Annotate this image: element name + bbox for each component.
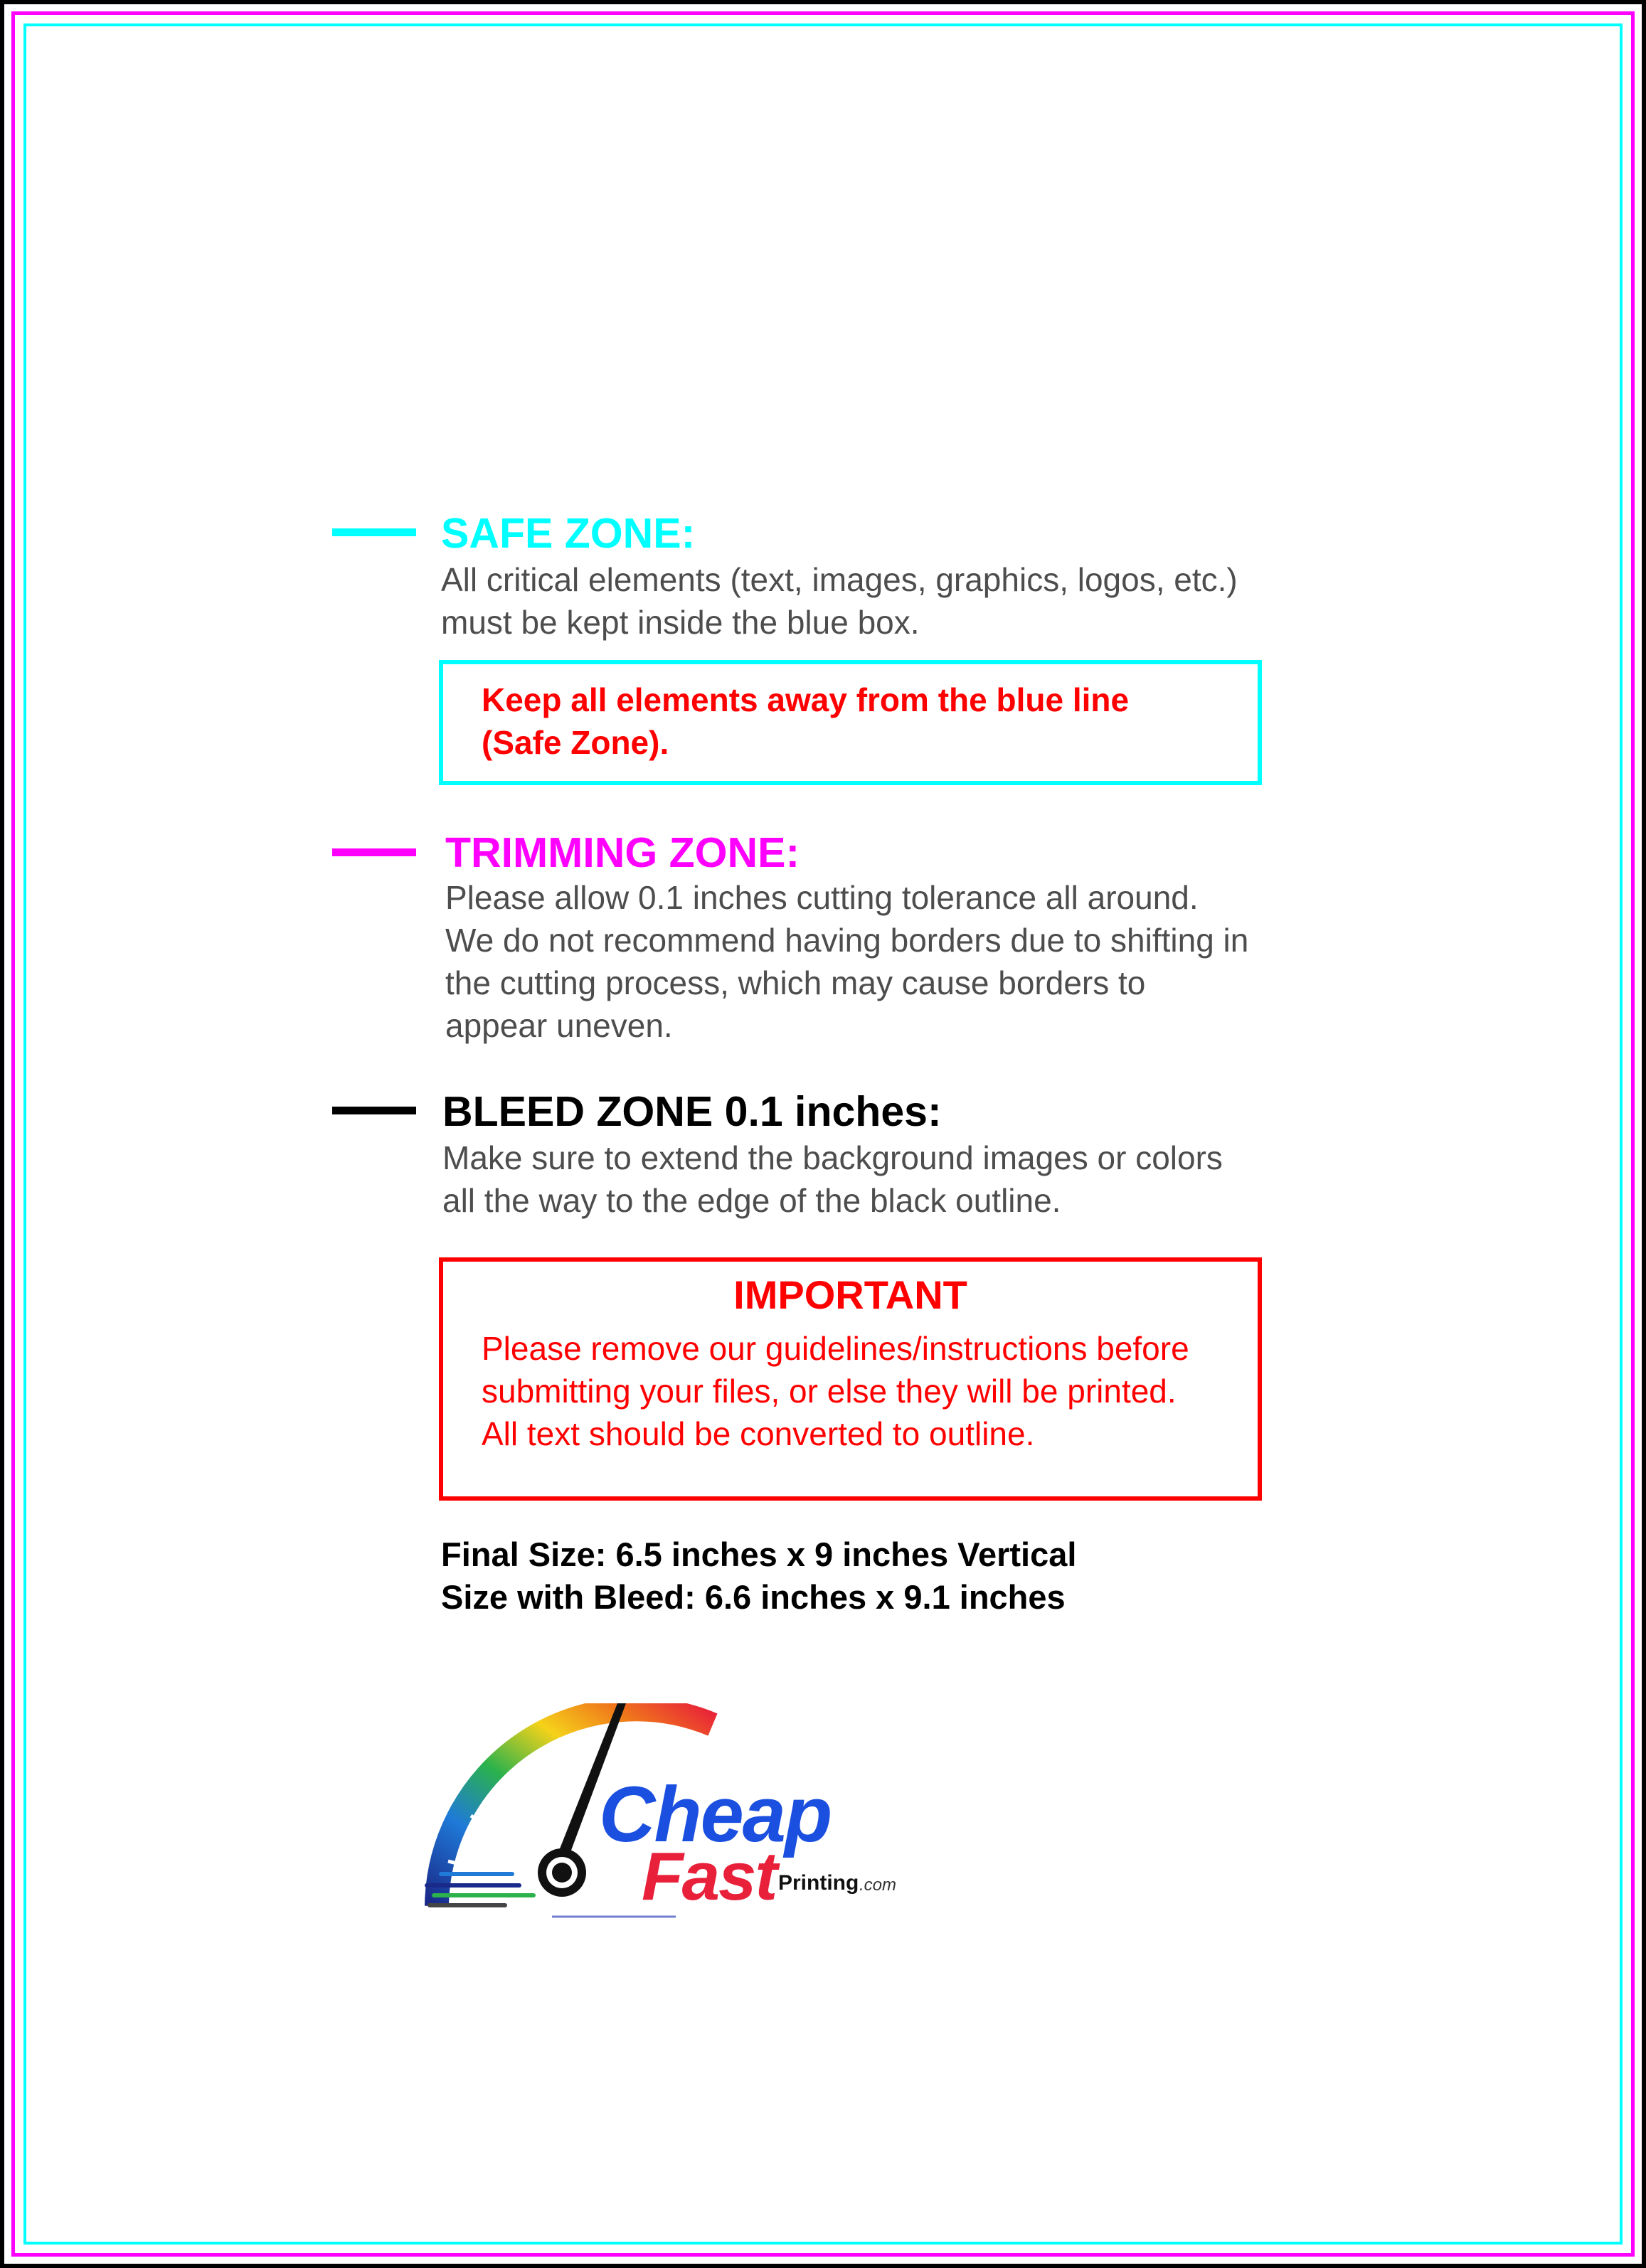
safe-zone-heading: SAFE ZONE:	[441, 510, 696, 557]
bleed-zone-legend-line	[332, 1107, 416, 1114]
important-line: Please remove our guidelines/instructions before	[482, 1330, 1189, 1367]
logo-suffix-com: .com	[859, 1875, 897, 1895]
bleed-zone-heading: BLEED ZONE 0.1 inches:	[442, 1088, 942, 1135]
safe-zone-description	[441, 558, 1238, 644]
trimming-zone-line: We do not recommend having borders due to shifting in	[445, 922, 1249, 959]
trimming-zone-line: appear uneven.	[445, 1007, 673, 1044]
trimming-zone-legend-line	[332, 848, 416, 856]
important-line: All text should be converted to outline.	[482, 1415, 1035, 1452]
safe-zone-line: All critical elements (text, images, graphics, logos, etc.)	[441, 561, 1238, 598]
safe-zone-warning-line: (Safe Zone).	[482, 724, 669, 761]
cheapfastprinting-logo	[413, 1703, 910, 1924]
important-line: submitting your files, or else they will be printed.	[482, 1373, 1177, 1410]
logo-word-cheap: Cheap	[599, 1771, 832, 1858]
safe-zone-line: must be kept inside the blue box.	[441, 604, 920, 641]
bleed-zone-line: all the way to the edge of the black outline.	[442, 1182, 1061, 1219]
safe-zone-warning-box	[439, 660, 1262, 785]
safe-zone-warning-line: Keep all elements away from the blue line	[482, 681, 1130, 718]
trimming-zone-line: Please allow 0.1 inches cutting tolerance all around.	[445, 879, 1199, 916]
safe-zone-warning	[482, 678, 1129, 764]
bleed-size: Size with Bleed: 6.6 inches x 9.1 inches	[441, 1578, 1066, 1616]
important-notice-box	[439, 1257, 1262, 1501]
trimming-zone-line: the cutting process, which may cause borders to	[445, 964, 1146, 1001]
final-size: Final Size: 6.5 inches x 9 inches Vertical	[441, 1535, 1077, 1573]
important-body	[482, 1327, 1189, 1455]
logo-word-fast: Fast	[642, 1838, 777, 1915]
important-title: IMPORTANT	[733, 1272, 967, 1317]
size-info	[441, 1533, 1076, 1619]
safe-zone-legend-line	[332, 528, 416, 536]
trimming-zone-description	[445, 876, 1248, 1047]
logo-word-printing: Printing	[778, 1871, 859, 1895]
bleed-zone-line: Make sure to extend the background images or colors	[442, 1139, 1223, 1176]
trimming-zone-heading: TRIMMING ZONE:	[445, 829, 800, 876]
bleed-zone-description	[442, 1136, 1223, 1222]
